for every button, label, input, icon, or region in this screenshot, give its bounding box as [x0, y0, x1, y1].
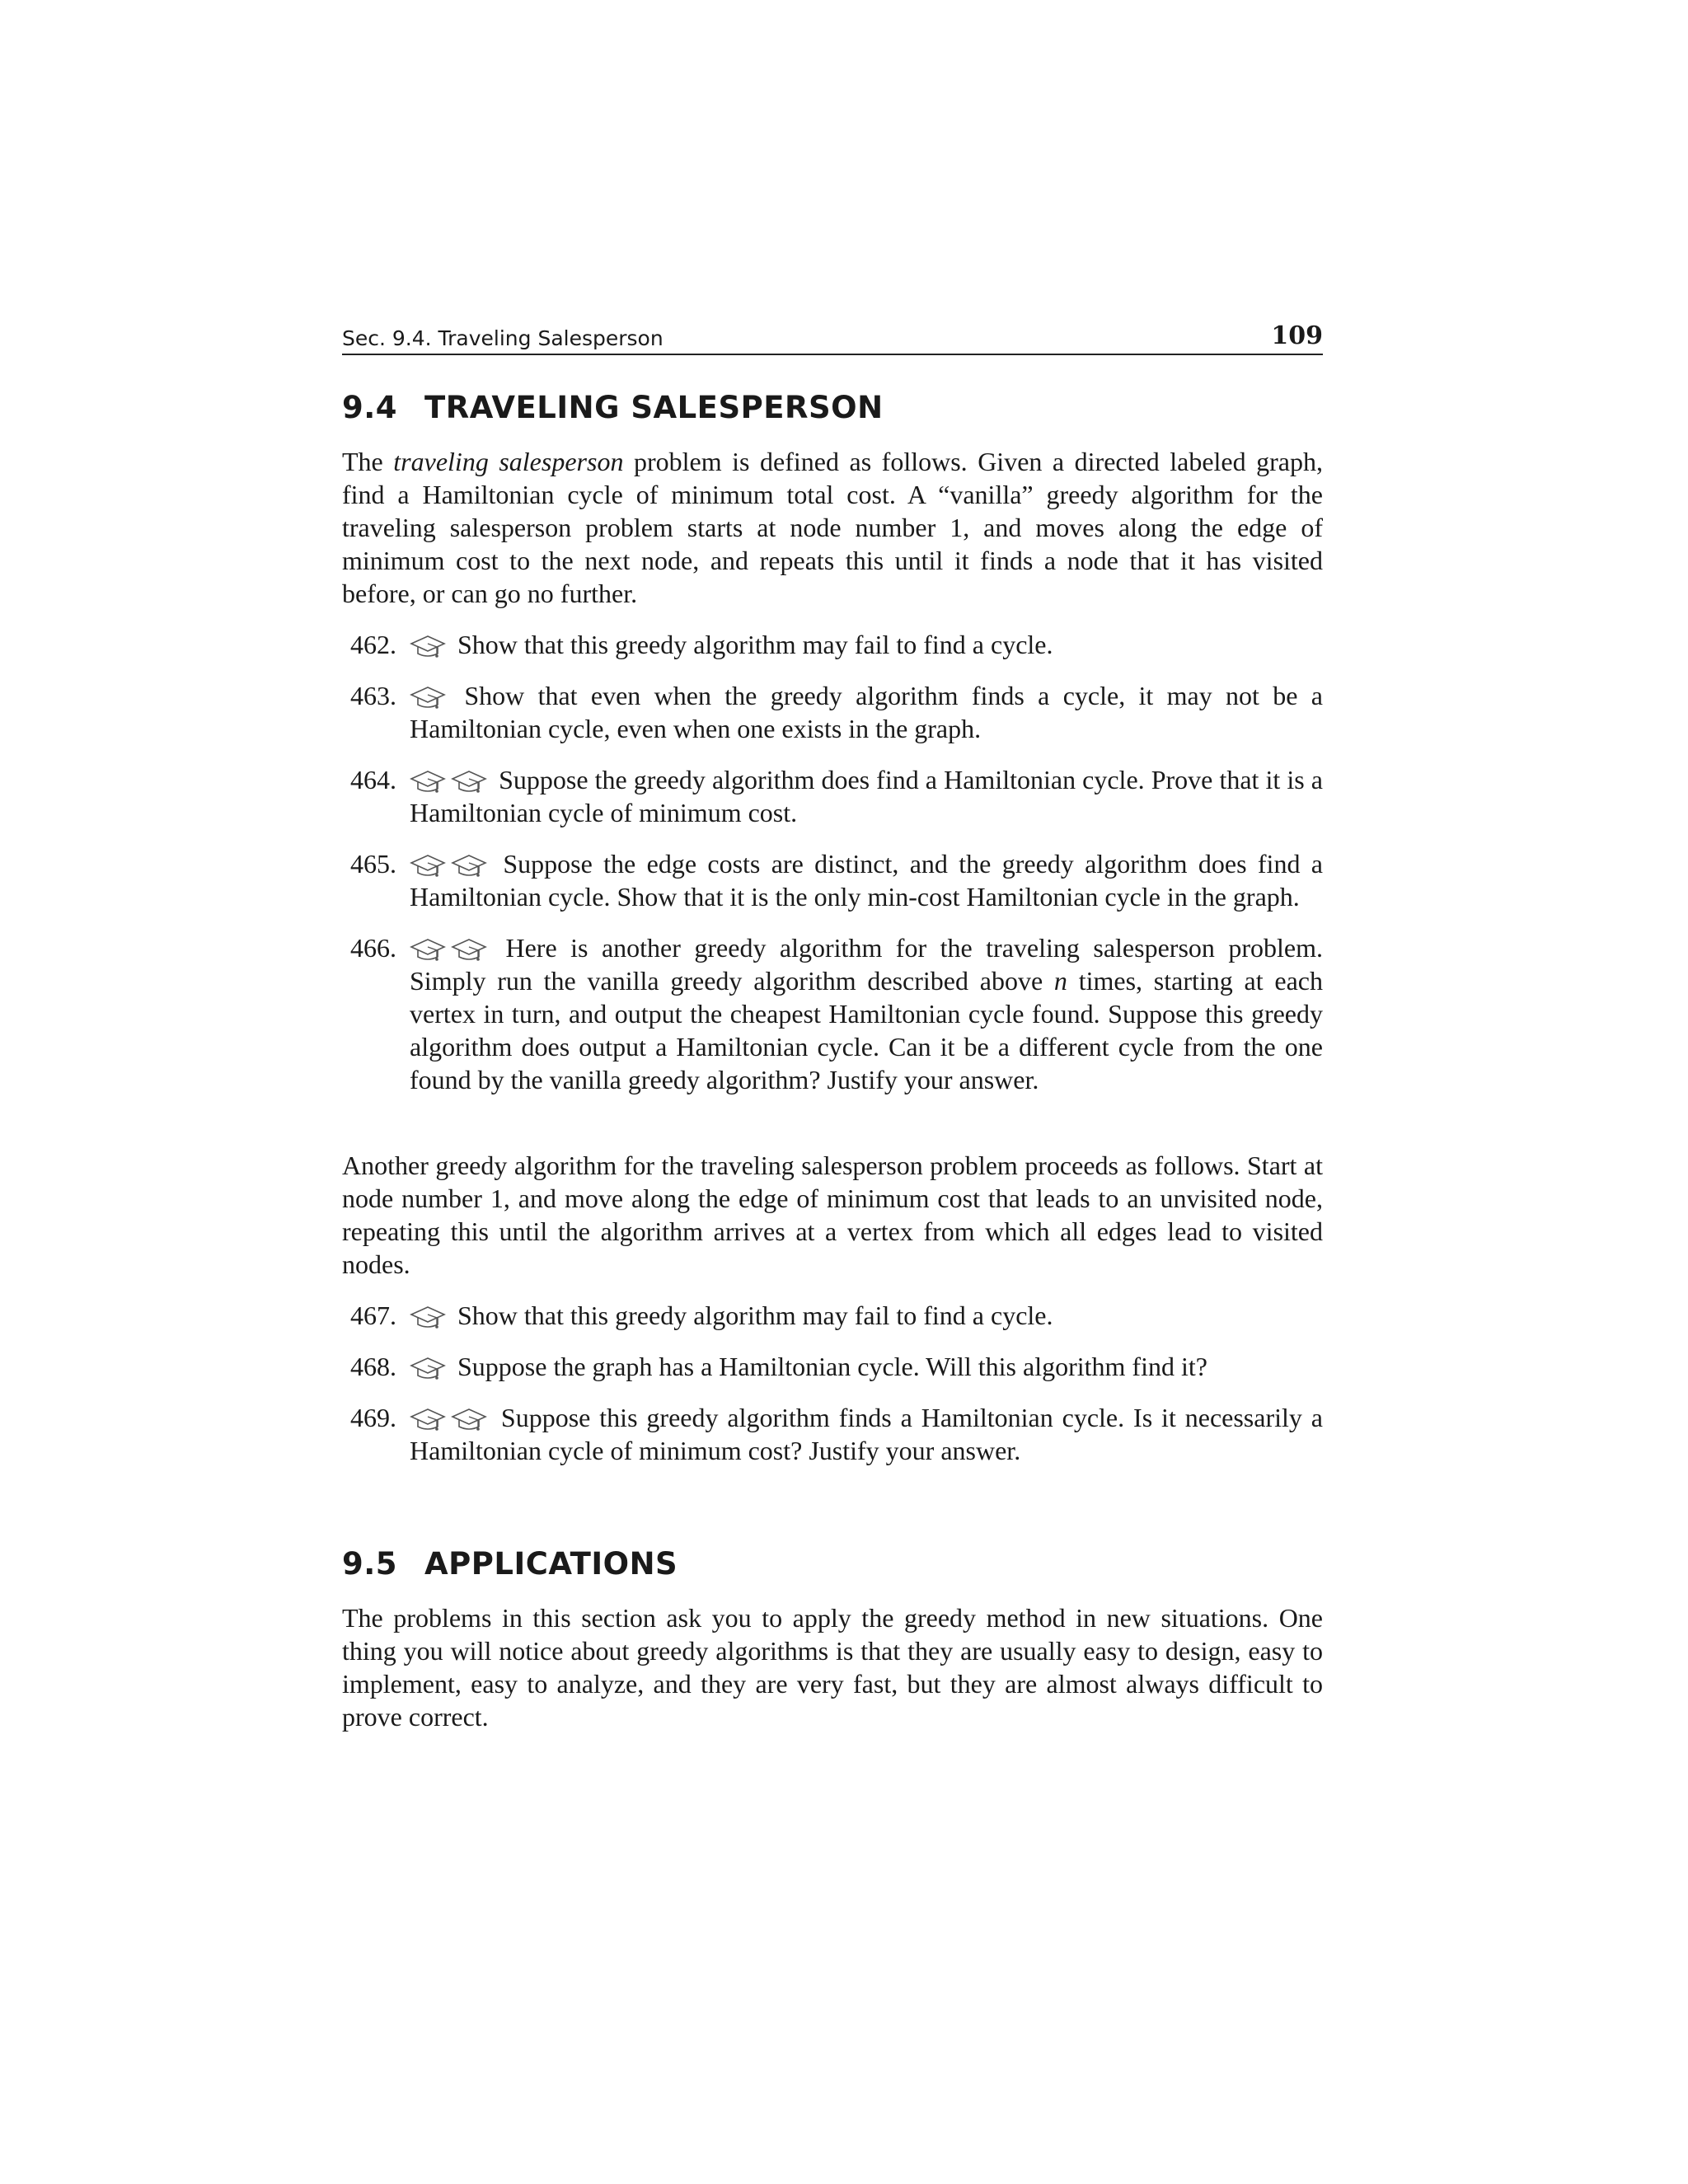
- mortarboard-icon: [410, 937, 446, 962]
- problem-text: Suppose the edge costs are distinct, and the greedy algorithm does find a Hamiltonian cycle. Show that it is the only min-cost Hamiltonian cycle in the graph.: [410, 849, 1324, 912]
- problem-number: 465.: [350, 849, 396, 879]
- mortarboard-icon: [410, 769, 446, 794]
- intro-text: The: [342, 447, 394, 476]
- problem-text: Suppose the greedy algorithm does find a Hamiltonian cycle. Prove that it is a Hamiltonian cycle of minimum cost.: [410, 765, 1324, 827]
- mortarboard-icon: [410, 1407, 446, 1432]
- mortarboard-icon: [410, 685, 446, 710]
- mortarboard-icon: [410, 634, 446, 658]
- problem-467: [342, 1299, 1323, 1332]
- problem-text-rest: times, starting at each vertex in turn, and output the cheapest Hamiltonian cycle found. Suppose this greedy algorithm does output a Hamiltonian cycle. Can it be a different cycle from the one found by the vanilla greedy algorithm? Justify your answer.: [410, 966, 1323, 1094]
- problem-text: Here is another greedy algorithm for the traveling salesperson problem. Simply run the vanilla greedy algorithm described above: [410, 933, 1324, 996]
- problem-number: 468.: [350, 1352, 396, 1381]
- problem-number: 469.: [350, 1403, 396, 1432]
- mortarboard-icon: [410, 1305, 446, 1329]
- intro-emphasis: traveling salesperson: [393, 447, 624, 476]
- section-heading-2: [342, 1546, 1323, 1582]
- problem-464: [342, 763, 1323, 829]
- problem-469: [342, 1401, 1323, 1467]
- applications-paragraph: The problems in this section ask you to apply the greedy method in new situations. One thing you will notice about greedy algorithms is that they are usually easy to design, easy to implement, easy to analyze, and they are very fast, but they are almost always difficult to prove correct.: [342, 1603, 1323, 1732]
- problem-463: [342, 679, 1323, 745]
- problem-465: [342, 847, 1323, 913]
- problem-number: 464.: [350, 765, 396, 794]
- mortarboard-icon: [451, 937, 487, 962]
- section-title: APPLICATIONS: [424, 1546, 678, 1582]
- problem-text: Suppose the graph has a Hamiltonian cycle. Will this algorithm find it?: [457, 1352, 1207, 1381]
- problem-text: Suppose this greedy algorithm finds a Hamiltonian cycle. Is it necessarily a Hamiltonian cycle of minimum cost? Justify your answer.: [410, 1403, 1324, 1465]
- problem-text: Show that even when the greedy algorithm finds a cycle, it may not be a Hamiltonian cycle, even when one exists in the graph.: [410, 681, 1324, 743]
- intro-text-rest: problem is defined as follows. Given a directed labeled graph, find a Hamiltonian cycle of minimum total cost. A “vanilla” greedy algorithm for the traveling salesperson problem starts at node number 1, and moves along the edge of minimum cost to the next node, and repeats this until it finds a node that it has visited before, or can go no further.: [342, 447, 1324, 608]
- problem-text: Show that this greedy algorithm may fail to find a cycle.: [457, 630, 1053, 659]
- intro-paragraph: [342, 445, 1323, 610]
- mortarboard-icon: [410, 1356, 446, 1380]
- page: [342, 321, 1323, 1733]
- section-title: TRAVELING SALESPERSON: [424, 390, 884, 425]
- problem-math: n: [1053, 966, 1067, 996]
- section-heading: [342, 390, 1323, 425]
- running-head-title: Sec. 9.4. Traveling Salesperson: [342, 326, 663, 350]
- problem-list-2: [342, 1299, 1323, 1467]
- problem-number: 462.: [350, 630, 396, 659]
- mortarboard-icon: [451, 853, 487, 878]
- problem-number: 466.: [350, 933, 396, 963]
- problem-text: Show that this greedy algorithm may fail to find a cycle.: [457, 1301, 1053, 1330]
- problem-466: [342, 931, 1323, 1096]
- problem-468: [342, 1350, 1323, 1383]
- section-number: 9.5: [342, 1546, 398, 1582]
- problem-list: [342, 628, 1323, 1096]
- mortarboard-icon: [451, 1407, 487, 1432]
- running-head: [342, 321, 1323, 355]
- problem-462: [342, 628, 1323, 661]
- page-number: 109: [1271, 321, 1323, 350]
- paragraph-2: Another greedy algorithm for the traveling salesperson problem proceeds as follows. Start at node number 1, and move along the edge of minimum cost that leads to an unvisited node, repeating this until the algorithm arrives at a vertex from which all edges lead to visited nodes.: [342, 1151, 1323, 1279]
- mortarboard-icon: [451, 769, 487, 794]
- section-number: 9.4: [342, 390, 398, 425]
- problem-number: 467.: [350, 1301, 396, 1330]
- problem-number: 463.: [350, 681, 396, 710]
- mortarboard-icon: [410, 853, 446, 878]
